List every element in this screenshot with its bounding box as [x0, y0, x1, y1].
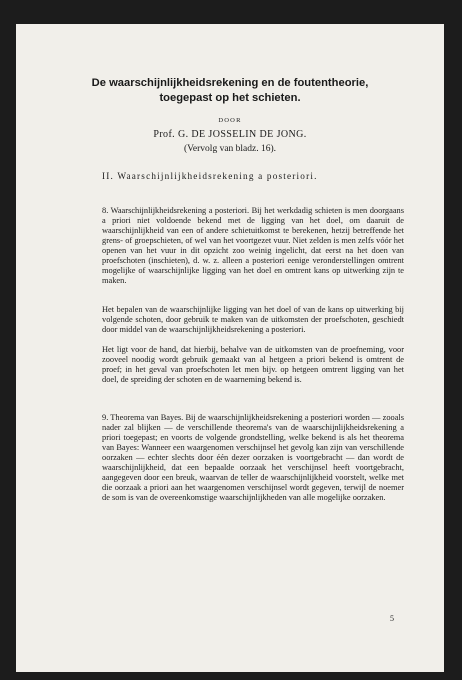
paragraph-text: 8. Waarschijnlijkheidsrekening a posteriori. Bij het werkdadig schieten is men doorgaans a priori niet voldoende bekend met de ligging van het doel, om daaruit de waarschijnlijkheid van een of andere schietuitkomst te berekenen, hetzij betreffende het grens- of groepschieten, of wel van het voortgezet vuur. Niet zelden is men zelfs vóór het openen van het vuur in dit opzicht zoo weinig ingelicht, dat eerst na het doen van proefschoten (inschieten), d. w. z. alleen a posteriori eenige veronderstellingen omtrent mogelijke of waarschijnlijke ligging van het doel en omtrent kans op uitwerking zijn te maken. — [102, 206, 404, 285]
byline-door: DOOR — [218, 117, 242, 124]
paragraph-text: Het bepalen van de waarschijnlijke ligging van het doel of van de kans op uitwerking bij volgende schoten, door gebruik te maken van de uitkomsten der proefschoten, geschiedt door middel van de waarschijnlijkheidsrekening a posteriori. — [102, 305, 404, 334]
title-line-1: De waarschijnlijkheidsrekening en de foutentheorie, — [91, 77, 369, 89]
document-page — [16, 24, 444, 672]
continuation-note: (Vervolg van bladz. 16). — [183, 144, 277, 154]
page-number: 5 — [390, 614, 394, 623]
section-heading: II. Waarschijnlijkheidsrekening a posteriori. — [102, 171, 318, 181]
paragraph-text: 9. Theorema van Bayes. Bij de waarschijnlijkheidsrekening a posteriori worden — zooals nader zal blijken — de verschillende theorema's van de waarschijnlijkheidsrekening a priori toegepast; en voorts de volgende grondstelling, welke bekend is als het theorema van Bayes: Wanneer een waargenomen verschijnsel het gevolg kan zijn van verschillende oorzaken — echter slechts door één dezer oorzaken is voortgebracht — dan wordt de waarschijnlijkheid, dat een bepaalde oorzaak het verschijnsel heeft voortgebracht, aangegeven door een breuk, waarvan de teller de waarschijnlijkheid voorstelt, welke met die oorzaak a priori aan het waargenomen verschijnsel wordt gegeven, terwijl de noemer de som is van de overeenkomstige waarschijnlijkheden van alle mogelijke oorzaken. — [102, 413, 404, 502]
article-title — [16, 76, 444, 106]
author-name: Prof. G. DE JOSSELIN DE JONG. — [153, 129, 307, 140]
title-line-2: toegepast op het schieten. — [159, 92, 301, 104]
paragraph-8 — [102, 206, 404, 286]
paragraph-8c — [102, 345, 404, 385]
paragraph-text: Het ligt voor de hand, dat hierbij, behalve van de uitkomsten van de proefneming, voor zooveel noodig wordt gebruik gemaakt van al hetgeen a priori bekend is omtrent de proef; in het geval van proefschoten let men bijv. op hetgeen omtrent ligging van het doel, de spreiding der schoten en de waarneming bekend is. — [102, 345, 404, 384]
paragraph-8b — [102, 305, 404, 335]
paragraph-9 — [102, 413, 404, 503]
